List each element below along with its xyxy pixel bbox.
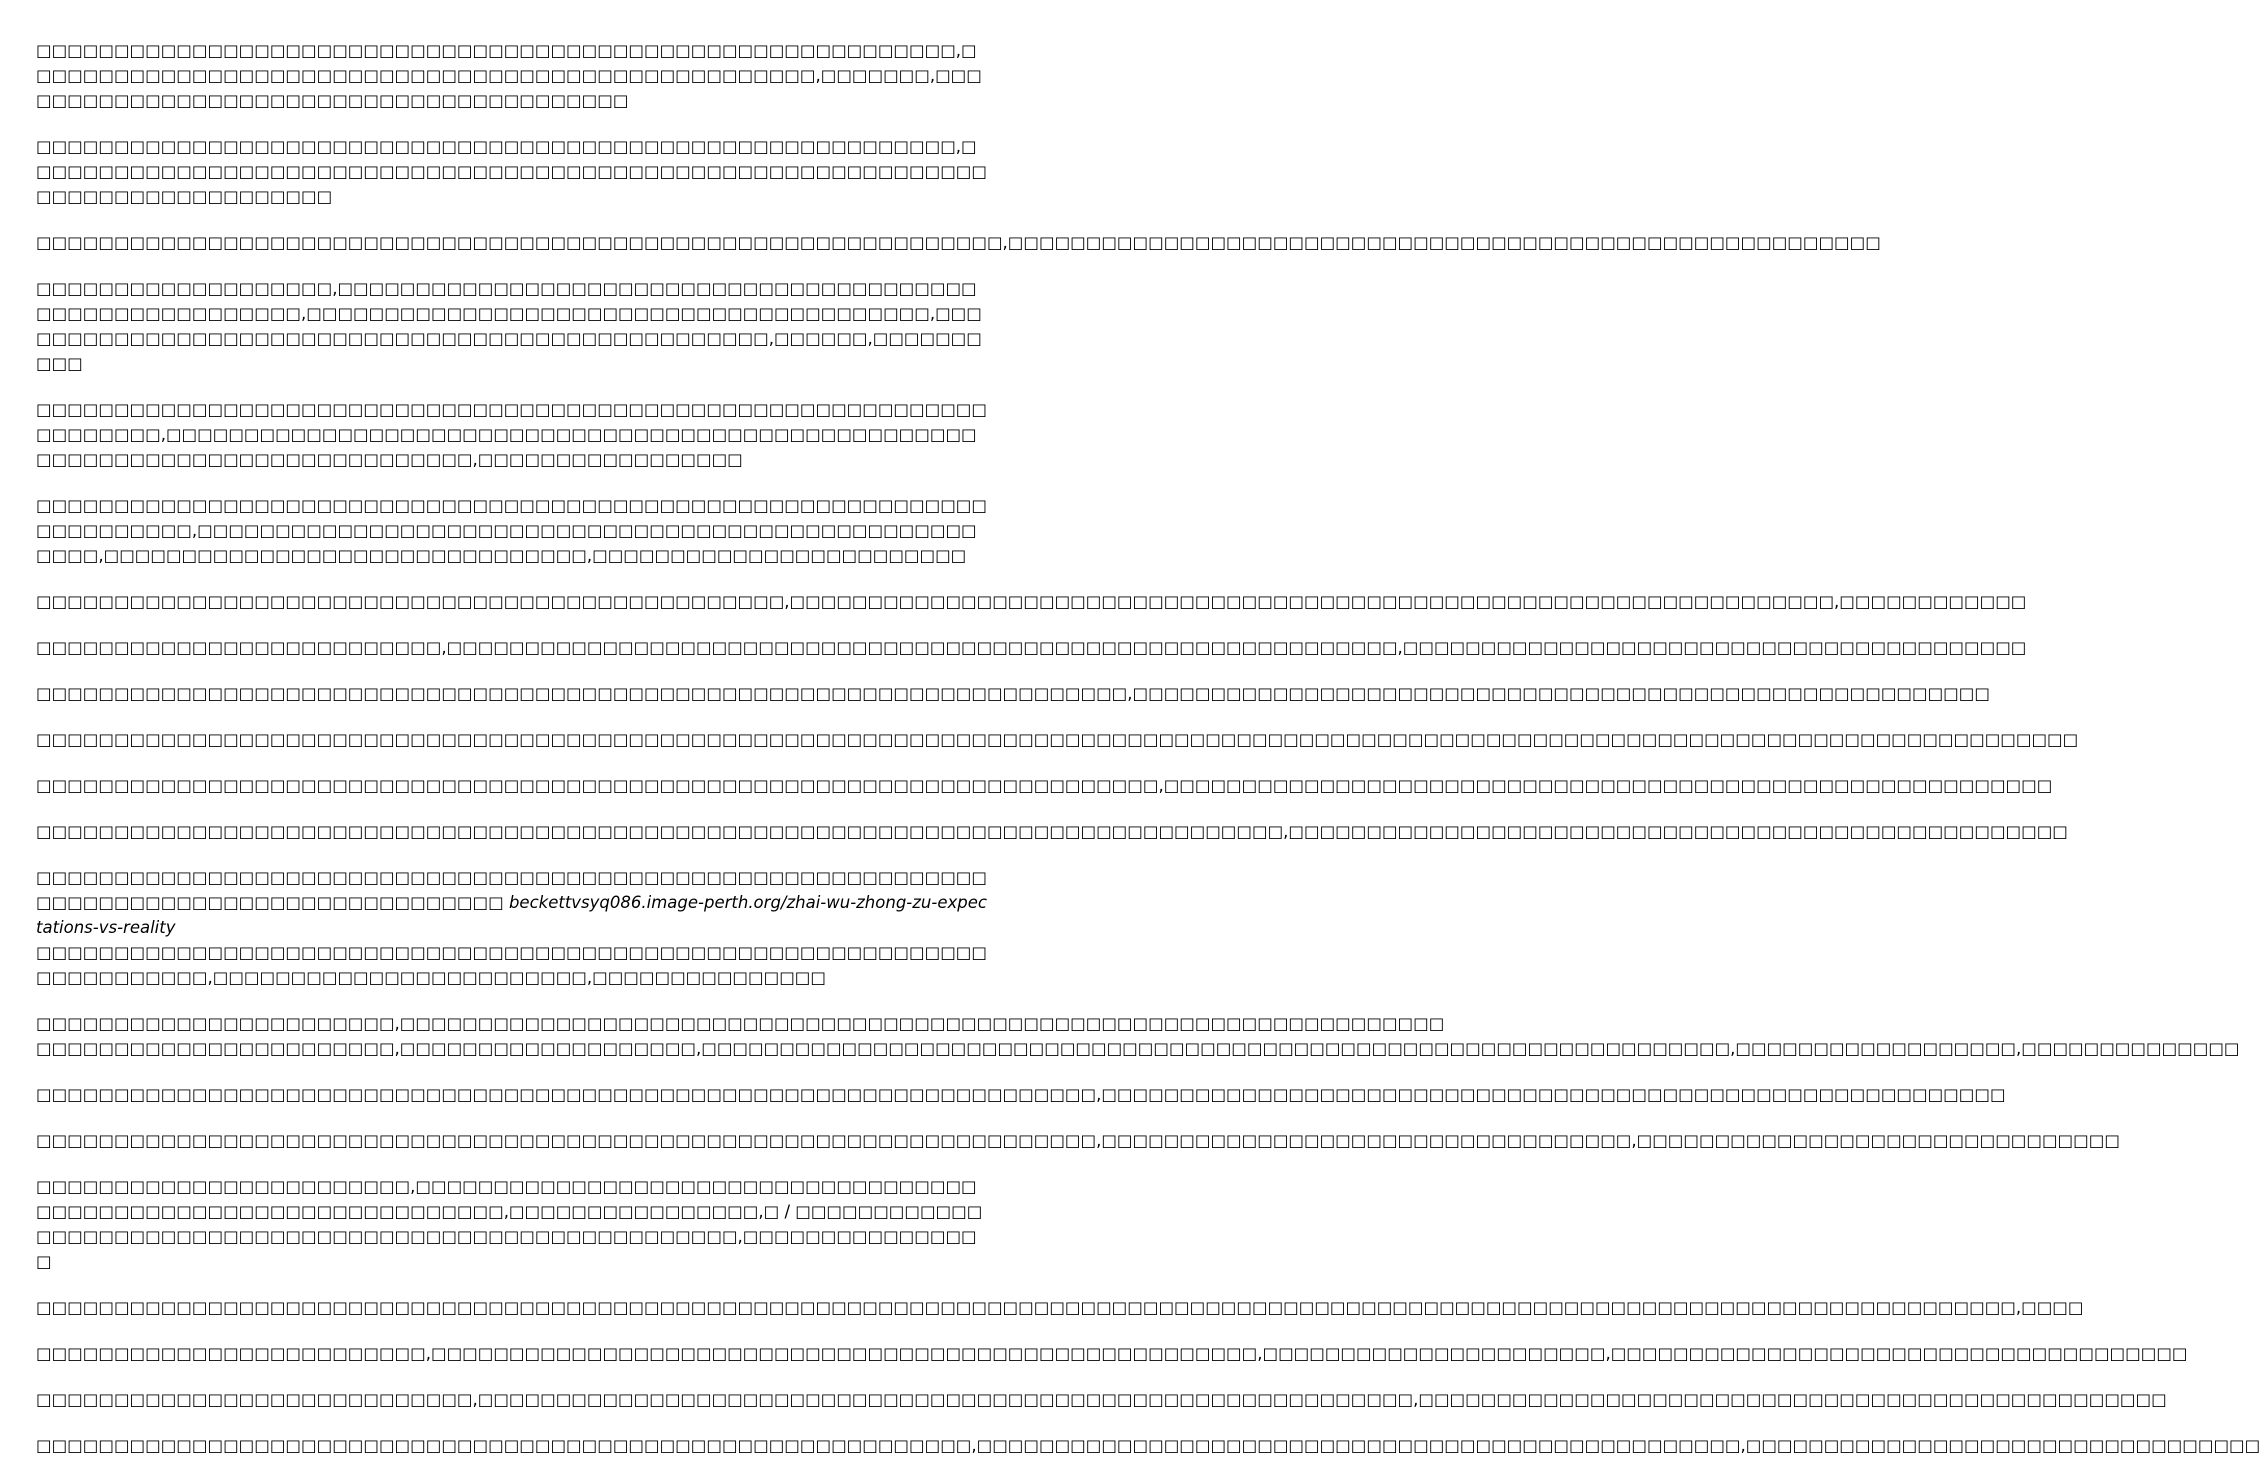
- paragraph: □□□□□□□□□□□□□□□□□□□□□□□□□□□□□□□□□□□□□□□□□□□□□□□□□□□□□□□□□□□□□□□□□□□□□□□,□□□□□□□□□□□□□□□□□□□□□□□□□□□□□□□□□□□□□□□□□□□□□□□□□□□□□□,□□□□□□□□□□□□□□□□□□□□□□□□□□□□□□□,□□□□□□□□□□□□□□□□□□□□□□□□: [36, 496, 987, 565]
- paragraph: □□□□□□□□□□□□□□□□□□□□□□□□□□□□□□□□□□□□□□□□□□□□□□□□□□□□□□□□□□□□□□□□□□□□□□□□,□□□□□□□□□□□□□□□□□□□□□□□□□□□□□□□□□□□□□□□□□□□□□□□□□□□□□□□□□: [36, 776, 2053, 795]
- source-url-link[interactable]: beckettvsyq086.image-perth.org/zhai-wu-zhong-zu-expectations-vs-reality: [36, 893, 987, 937]
- paragraph: □□□□□□□□□□□□□□□□□□□□□□□□□□□□□□□□□□□□□□□□□□□□□□□□□□□□□□□□□□□,□□□□□□□□□□□□□□□□□□□□□□□□□□□□□□□□□□□□□□□□□□□□□□□□□□□□□□□□□□□□□□□□□□□□□□□□□□□□□□□□□: [36, 137, 987, 206]
- paragraph: □□□□□□□□□□□□□□□□□□□□□□□,□□□□□□□□□□□□□□□□□□□,□□□□□□□□□□□□□□□□□□□□□□□□□□□□□□□□□□□□□□□□□□□□□□□□□□□□□□□□□□□□□□□□□□,□□□□□□□□□□□□□□□□□□,□□□□□□□□□□□□□□: [36, 1039, 2240, 1058]
- paragraph: □□□□□□□□□□□□□□□□□□□□□□□,□□□□□□□□□□□□□□□□□□□□□□□□□□□□□□□□□□□□□□□□□□□□□□□□□□□□□□□□□□□□□□□□□□□: [36, 1014, 1445, 1033]
- link-paragraph: [36, 865, 990, 990]
- paragraph: □□□□□□□□□□□□□□□□□□□□□□□□□,□□□□□□□□□□□□□□□□□□□□□□□□□□□□□□□□□□□□□□□□□□□□□□□□□□□□□,□□□□□□□□□□□□□□□□□□□□□□,□□□□□□□□□□□□□□□□□□□□□□□□□□□□□□□□□□□□□: [36, 1344, 2188, 1363]
- paragraph: □□□□□□□□□□□□□□□□□□□□□□□□□□□□□□□□□□□□□□□□□□□□□□□□□□□□□□□□□□□□□□□□□□□□□□□□□□□□□□□□□□□□□□□□□□□□□□□□□□□□□□□□□□□□□□□□□□□□□□□□□□□□□□□□□□□: [36, 730, 2079, 749]
- paragraph-group-b: [36, 1011, 2260, 1458]
- paragraph-group-a: [36, 38, 2079, 844]
- paragraph: □□□□□□□□□□□□□□□□□□□□□□□□□□□□□□□□□□□□□□□□□□□□□□□□□□□□□□□□□□□□□□□□□□□□,□□□□□□□□□□□□□□□□□□□□□□□□□□□□□□□□□□□□□□□□□□□□□□□□□□□□□□□□□□: [36, 1085, 2006, 1104]
- article-body: [36, 38, 2260, 1479]
- paragraph: □□□□□□□□□□□□□□□□□□□□□□□□□□□□□□□□□□□□□□□□□□□□□□□□□□□□□□□□□□□□□□□□□□□□□□□□□□□□□□□□□□□□□□□□□□□□□□□□□□□□□□□□□□□□□□□□□□□□□□□□□□□□□□□,□□□□: [36, 1298, 2084, 1317]
- paragraph: □□□□□□□□□□□□□□□□□□□□□□□□□□,□□□□□□□□□□□□□□□□□□□□□□□□□□□□□□□□□□□□□□□□□□□□□□□□□□□□□□□□□□□□□,□□□□□□□□□□□□□□□□□□□□□□□□□□□□□□□□□□□□□□□□: [36, 638, 2027, 657]
- link-paragraph-lead-text: □□□□□□□□□□□□□□□□□□□□□□□□□□□□□□□□□□□□□□□□□□□□□□□□□□□□□□□□□□□□□□□□□□□□□□□□□□□□□□□□□□□□□□□□□□□: [36, 868, 987, 912]
- paragraph: □□□□□□□□□□□□□□□□□□□□□□□□□□□□□□□□□□□□□□□□□□□□□□□□□□□□□□□□□□□,□□□□□□□□□□□□□□□□□□□□□□□□□□□□□□□□□□□□□□□□□□□□□□□□□□□,□□□□□□□,□□□□□□□□□□□□□□□□□□□□□□□□□□□□□□□□□□□□□□□□□: [36, 41, 982, 110]
- paragraph: □□□□□□□□□□□□□□□□□□□□□□□□□□□□□□□□□□□□□□□□□□□□□□□□□□□□□□□□□□□□□□□□□□□□□□□□□□□□□□□□,□□□□□□□□□□□□□□□□□□□□□□□□□□□□□□□□□□□□□□□□□□□□□□□□□□: [36, 822, 2068, 841]
- paragraph: □□□□□□□□□□□□□□□□□□□□□□□□□□□□□□□□□□□□□□□□□□□□□□□□□□□□□□□□□□□□□□□□□□□□□□,□□□□□□□□□□□□□□□□□□□□□□□□□□□□□□□□□□□□□□□□□□□□□□□□□□□□□□□: [36, 684, 1990, 703]
- paragraph: □□□□□□□□□□□□□□□□□□□□□□□□,□□□□□□□□□□□□□□□□□□□□□□□□□□□□□□□□□□□□□□□□□□□□□□□□□□□□□□□□□□□□□□□□□□,□□□□□□□□□□□□□□□□,□ / □□□□□□□□□□□□□□□□□□□□□□□□□□□□□□□□□□□□□□□□□□□□□□□□□□□□□□□□□,□□□□□□□□□□□□□□□□: [36, 1177, 983, 1271]
- paragraph: □□□□□□□□□□□□□□□□□□□□□□□□□□□□□□□□□□□□□□□□□□□□□□□□,□□□□□□□□□□□□□□□□□□□□□□□□□□□□□□□□□□□□□□□□□□□□□□□□□□□□□□□□□□□□□□□□□□□,□□□□□□□□□□□□: [36, 592, 2027, 611]
- paragraph: □□□□□□□□□□□□□□□□□□□□□□□□□□□□,□□□□□□□□□□□□□□□□□□□□□□□□□□□□□□□□□□□□□□□□□□□□□□□□□□□□□□□□□□□□,□□□□□□□□□□□□□□□□□□□□□□□□□□□□□□□□□□□□□□□□□□□□□□□□: [36, 1390, 2167, 1409]
- paragraph: □□□□□□□□□□□□□□□□□□□□□□□□□□□□□□□□□□□□□□□□□□□□□□□□□□□□□□□□□□□□□□□□□□□□□,□□□□□□□□□□□□□□□□□□□□□□□□□□□□□□□□□□□□□□□□□□□□□□□□□□□□□□□□□□□□□□□□□□□□□□□□□□□□□□□□,□□□□□□□□□□□□□□□□□: [36, 400, 987, 469]
- paragraph: □□□□□□□□□□□□□□□□□□□□□□□□□□□□□□□□□□□□□□□□□□□□□□□□□□□□□□□□□□□□,□□□□□□□□□□□□□□□□□□□□□□□□□□□□□□□□□□□□□□□□□□□□□□□□□,□□□□□□□□□□□□□□□□□□□□□□□□□□□□□□□□□: [36, 1436, 2260, 1455]
- paragraph: □□□□□□□□□□□□□□□□□□□,□□□□□□□□□□□□□□□□□□□□□□□□□□□□□□□□□□□□□□□□□□□□□□□□□□□□□□□□□□,□□□□□□□□□□□□□□□□□□□□□□□□□□□□□□□□□□□□□□□□,□□□□□□□□□□□□□□□□□□□□□□□□□□□□□□□□□□□□□□□□□□□□□□□□□□,□□□□□□,□□□□□□□□□□: [36, 279, 982, 373]
- paragraph: □□□□□□□□□□□□□□□□□□□□□□□□□□□□□□□□□□□□□□□□□□□□□□□□□□□□□□□□□□□□□□□□□□□□,□□□□□□□□□□□□□□□□□□□□□□□□□□□□□□□□□□,□□□□□□□□□□□□□□□□□□□□□□□□□□□□□□□: [36, 1131, 2120, 1150]
- paragraph: □□□□□□□□□□□□□□□□□□□□□□□□□□□□□□□□□□□□□□□□□□□□□□□□□□□□□□□□□□□□□□,□□□□□□□□□□□□□□□□□□□□□□□□□□□□□□□□□□□□□□□□□□□□□□□□□□□□□□□□: [36, 233, 1881, 252]
- link-paragraph-tail-text: □□□□□□□□□□□□□□□□□□□□□□□□□□□□□□□□□□□□□□□□□□□□□□□□□□□□□□□□□□□□□□□□□□□□□□□□,□□□□□□□□□□□□□□□□□□□□□□□□,□□□□□□□□□□□□□□□: [36, 943, 987, 987]
